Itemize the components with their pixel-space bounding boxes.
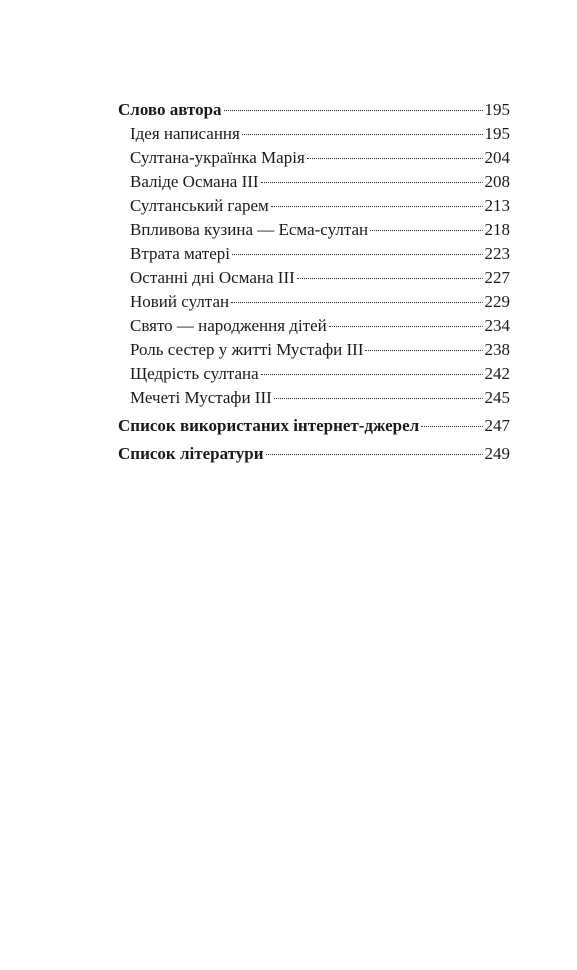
toc-entry-mecheti-mustafy <box>118 386 510 410</box>
dot-leader <box>271 206 483 207</box>
dot-leader <box>297 278 483 279</box>
dot-leader <box>242 134 483 135</box>
toc-entry-title: Мечеті Мустафи ІІІ <box>130 388 272 407</box>
toc-entry-sviato-narodzhennia-ditei <box>118 314 510 338</box>
toc-entry-title: Останні дні Османа ІІІ <box>130 268 295 287</box>
dot-leader <box>231 302 482 303</box>
toc-entry-page: 204 <box>484 148 510 167</box>
toc-entry-page: 242 <box>484 364 510 383</box>
toc-entry-title: Султана-українка Марія <box>130 148 305 167</box>
toc-entry-sultanskyi-garem <box>118 194 510 218</box>
dot-leader <box>224 110 483 111</box>
toc-entry-spysok-literatury <box>118 442 510 466</box>
toc-entry-page: 213 <box>484 196 510 215</box>
toc-entry-page: 223 <box>484 244 510 263</box>
toc-entry-title: Валіде Османа ІІІ <box>130 172 259 191</box>
dot-leader <box>329 326 483 327</box>
dot-leader <box>365 350 482 351</box>
toc-entry-title: Ідея написання <box>130 124 240 143</box>
toc-entry-slovo-avtora <box>118 98 510 122</box>
toc-entry-ostanni-dni-osmana <box>118 266 510 290</box>
toc-entry-shchedrist-sultana <box>118 362 510 386</box>
toc-entry-vplyvova-kuzyna <box>118 218 510 242</box>
toc-entry-title: Слово автора <box>118 100 222 119</box>
dot-leader <box>266 454 483 455</box>
toc-entry-page: 245 <box>484 388 510 407</box>
dot-leader <box>274 398 483 399</box>
toc-entry-novyi-sultan <box>118 290 510 314</box>
toc-entry-page: 249 <box>484 444 510 463</box>
dot-leader <box>261 182 483 183</box>
toc-entry-page: 247 <box>484 416 510 435</box>
toc-entry-spysok-internet-dzherel <box>118 414 510 438</box>
toc-entry-page: 218 <box>484 220 510 239</box>
toc-entry-title: Щедрість султана <box>130 364 259 383</box>
toc-entry-title: Свято — народження дітей <box>130 316 327 335</box>
dot-leader <box>232 254 483 255</box>
toc-entry-title: Впливова кузина — Есма-султан <box>130 220 369 239</box>
toc-entry-page: 195 <box>484 100 510 119</box>
toc-entry-title: Новий султан <box>130 292 230 311</box>
toc-entry-ideia-napysannia <box>118 122 510 146</box>
toc-entry-valide-osmana <box>118 170 510 194</box>
dot-leader <box>307 158 483 159</box>
dot-leader <box>370 230 482 231</box>
toc-entry-page: 238 <box>484 340 510 359</box>
toc-entry-sultana-ukrainka-mariia <box>118 146 510 170</box>
toc-entry-title: Список літератури <box>118 444 264 463</box>
toc-entry-vtrata-materi <box>118 242 510 266</box>
toc-entry-page: 229 <box>484 292 510 311</box>
toc-entry-page: 208 <box>484 172 510 191</box>
toc-entry-page: 227 <box>484 268 510 287</box>
toc-entry-page: 234 <box>484 316 510 335</box>
toc-entry-page: 195 <box>484 124 510 143</box>
toc-entry-rol-sester <box>118 338 510 362</box>
dot-leader <box>261 374 483 375</box>
toc-entry-title: Список використаних інтернет-джерел <box>118 416 420 435</box>
table-of-contents <box>118 98 510 466</box>
toc-entry-title: Втрата матері <box>130 244 230 263</box>
dot-leader <box>421 426 482 427</box>
toc-entry-title: Султанський гарем <box>130 196 269 215</box>
toc-entry-title: Роль сестер у житті Мустафи ІІІ <box>130 340 364 359</box>
